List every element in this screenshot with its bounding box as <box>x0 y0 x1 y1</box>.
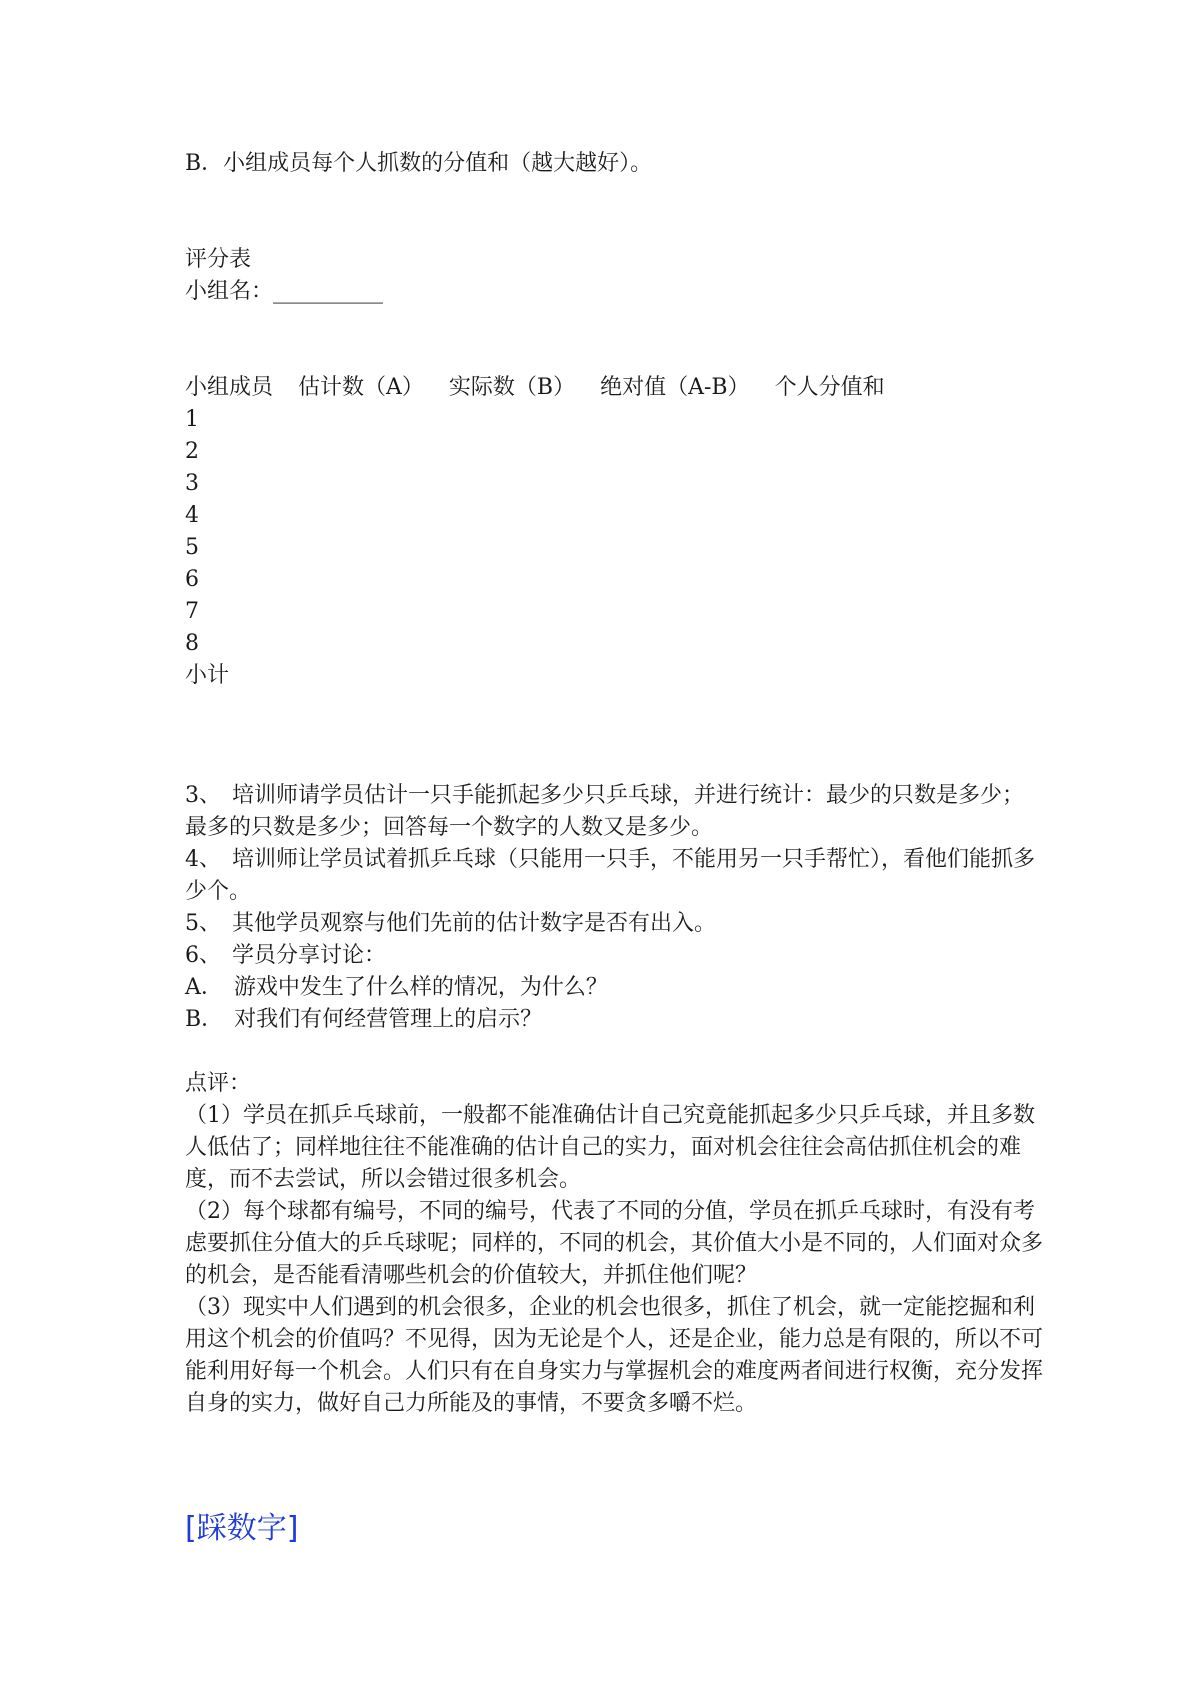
next-section-heading[interactable]: [踩数字] <box>185 1511 299 1546</box>
table-row: 2 <box>185 439 199 464</box>
header-score-sum: 个人分值和 <box>774 375 885 400</box>
spacer <box>185 692 1045 756</box>
header-actual: 实际数（B） <box>448 375 576 400</box>
header-absolute: 绝对值（A-B） <box>600 375 750 400</box>
step-4: 4、 培训师让学员试着抓乒乓球（只能用一只手，不能用另一只手帮忙），看他们能抓多少个。 <box>185 847 1036 904</box>
table-row: 5 <box>185 535 199 560</box>
spacer <box>185 308 1045 372</box>
table-row: 7 <box>185 599 199 624</box>
spacer <box>185 180 1045 244</box>
group-name-blank: __________ <box>273 279 384 304</box>
table-row: 6 <box>185 567 199 592</box>
header-estimate: 估计数（A） <box>298 375 424 400</box>
step-5: 5、 其他学员观察与他们先前的估计数字是否有出入。 <box>185 911 716 936</box>
review-point-2: （2）每个球都有编号，不同的编号，代表了不同的分值，学员在抓乒乓球时，有没有考虑要抓住分值大的乒乓球呢；同样的，不同的机会，其价值大小是不同的，人们面对众多的机会，是否能看清哪些机会的价值较大，并抓住他们呢？ <box>185 1199 1044 1288</box>
score-table-header <box>185 372 1045 404</box>
review-point-1: （1）学员在抓乒乓球前，一般都不能准确估计自己究竟能抓起多少只乒乓球，并且多数人低估了；同样地往往不能准确的估计自己的实力，面对机会往往会高估抓住机会的难度，而不去尝试，所以会错过很多机会。 <box>185 1103 1035 1192</box>
document-body <box>185 148 1045 1420</box>
spacer <box>185 1036 1045 1068</box>
step-3: 3、 培训师请学员估计一只手能抓起多少只乒乓球，并进行统计：最少的只数是多少；最多的只数是多少；回答每一个数字的人数又是多少。 <box>185 783 1024 840</box>
score-table-title: 评分表 <box>185 247 252 272</box>
table-row: 8 <box>185 631 199 656</box>
spacer <box>185 756 1045 780</box>
review-label: 点评： <box>185 1071 252 1096</box>
step-6: 6、 学员分享讨论： <box>185 943 386 968</box>
table-row: 1 <box>185 407 199 432</box>
group-name-label: 小组名： <box>185 279 274 304</box>
discussion-a: A． 游戏中发生了什么样的情况，为什么？ <box>185 975 608 1000</box>
table-row: 3 <box>185 471 199 496</box>
header-member: 小组成员 <box>185 375 274 400</box>
review-point-3: （3）现实中人们遇到的机会很多，企业的机会也很多，抓住了机会，就一定能挖掘和利用这个机会的价值吗？不见得，因为无论是个人，还是企业，能力总是有限的，所以不可能利用好每一个机会。人们只有在自身实力与掌握机会的难度两者间进行权衡，充分发挥自身的实力，做好自己力所能及的事情，不要贪多嚼不烂。 <box>185 1295 1044 1416</box>
group-name-line <box>185 276 1045 308</box>
table-subtotal: 小计 <box>185 663 230 688</box>
table-row: 4 <box>185 503 199 528</box>
discussion-b: B． 对我们有何经营管理上的启示？ <box>185 1007 543 1032</box>
intro-item-b: B．小组成员每个人抓数的分值和（越大越好）。 <box>185 151 653 176</box>
